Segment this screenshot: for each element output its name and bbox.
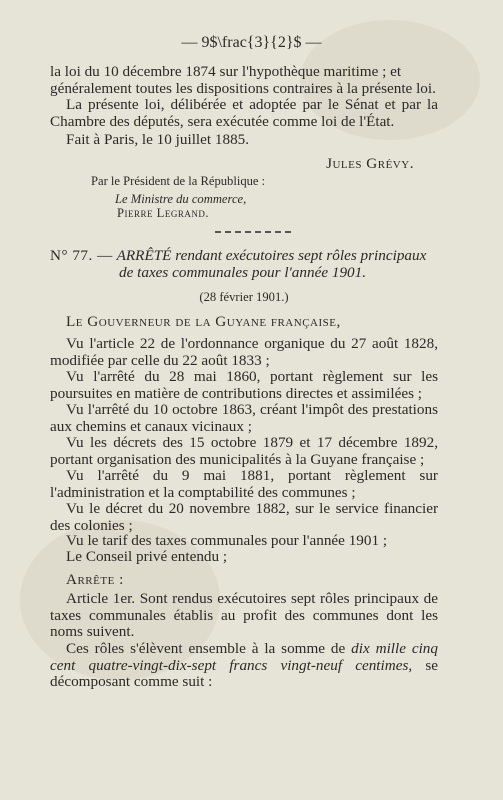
arrete-keyword: Arrête :	[66, 571, 124, 588]
section-divider	[215, 231, 291, 233]
visa-7: Vu le tarif des taxes communales pour l'année 1901 ;	[66, 532, 388, 549]
ministre-title: Le Ministre du commerce,	[115, 192, 247, 206]
roles-text-end: se décomposant comme suit :	[50, 656, 438, 691]
visa-6: Vu le décret du 20 novembre 1882, sur le service financier des colonies ;	[50, 500, 438, 534]
article-1: Article 1er. Sont rendus exécutoires sept rôles principaux de taxes communales établis au profit des communes dont les noms suivent.	[50, 590, 438, 641]
arrete-date: (28 février 1901.)	[199, 290, 289, 304]
visa-1: Vu l'article 22 de l'ordonnance organique du 27 août 1828, modifiée par celle du 22 août 1833 ;	[50, 335, 438, 369]
paragraph-promulgation: La présente loi, délibérée et adoptée par le Sénat et par la Chambre des députés, sera exécutée comme loi de l'État.	[50, 96, 438, 130]
roles-paragraph	[50, 641, 438, 691]
roles-text-start: Ces rôles s'élèvent ensemble à la somme de	[66, 640, 352, 657]
par-le-president: Par le Président de la République :	[91, 174, 266, 188]
fait-a-paris: Fait à Paris, le 10 juillet 1885.	[66, 131, 250, 148]
text-line: la loi du 10 décembre 1874 sur l'hypothèque maritime ; et	[50, 63, 402, 80]
signature-name: Jules Grévy.	[326, 155, 414, 172]
arrete-heading	[50, 248, 440, 282]
ministre-name: Pierre Legrand.	[117, 206, 209, 220]
visa-4: Vu les décrets des 15 octobre 1879 et 17 décembre 1892, portant organisation des municipalités à la Guyane française ;	[50, 434, 438, 468]
arrete-title-line-2: de taxes communales pour l'année 1901.	[119, 263, 367, 281]
gouverneur-text: Le Gouverneur de la Guyane française,	[66, 313, 341, 330]
conseil-line: Le Conseil privé entendu ;	[66, 548, 228, 565]
roles-amount: dix mille cinq cent quatre-vingt-dix-sept francs vingt-neuf centimes,	[50, 640, 438, 674]
arrete-title-line-1: ARRÊTÉ rendant exécutoires sept rôles principaux	[116, 247, 427, 264]
text-line: généralement toutes les dispositions contraires à la présente loi.	[50, 79, 436, 97]
visa-2: Vu l'arrêté du 28 mai 1860, portant règlement sur les poursuites en matière de contributions directes et assimilées ;	[50, 368, 438, 402]
text-continuation	[50, 64, 438, 97]
visa-3: Vu l'arrêté du 10 octobre 1863, créant l'impôt des prestations aux chemins et canaux vicinaux ;	[50, 401, 438, 435]
page-number: — 9$\frac{3}{2}$ —	[181, 34, 322, 51]
gouverneur-line	[50, 314, 438, 331]
visa-5: Vu l'arrêté du 9 mai 1881, portant règlement sur l'administration et la comptabilité des communes ;	[50, 467, 438, 501]
arrete-number: N° 77. —	[50, 247, 113, 264]
